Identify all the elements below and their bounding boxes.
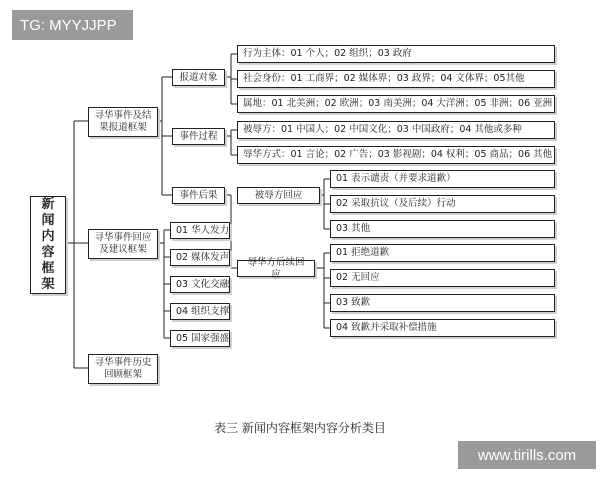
objects-item: 行为主体：01 个人；02 组织；03 政府 (237, 45, 555, 63)
victim-response-item: 02 采取抗议（及后续）行动 (330, 195, 555, 213)
node-offender-response: 辱华方后续回应 (237, 260, 315, 277)
suggestion-item: 05 国家强盛 (170, 330, 230, 347)
node-aftermath: 事件后果 (172, 187, 225, 204)
victim-response-item: 01 表示谴责（并要求道歉） (330, 170, 555, 188)
watermark-bottom: www.tirills.com (458, 441, 596, 469)
offender-response-item: 03 致歉 (330, 294, 555, 312)
watermark-top: TG: MYYJJPP (12, 10, 133, 40)
victim-response-item: 03 其他 (330, 220, 555, 238)
process-item: 辱华方式：01 言论；02 广告；03 影视剧；04 权利；05 商品；06 其他 (237, 146, 555, 164)
objects-item: 社会身份：01 工商界；02 媒体界；03 政界；04 文体界；05其他 (237, 70, 555, 88)
suggestion-item: 01 华人发力 (170, 222, 230, 239)
node-process: 事件过程 (172, 128, 225, 145)
node-report-frame: 寻华事件及结果报道框架 (88, 107, 158, 137)
node-victim-response: 被辱方回应 (237, 187, 320, 204)
node-objects: 报道对象 (172, 69, 225, 86)
offender-response-item: 02 无回应 (330, 269, 555, 287)
suggestion-item: 03 文化交融 (170, 276, 230, 293)
offender-response-item: 01 拒绝道歉 (330, 244, 555, 262)
node-suggest-frame: 寻华事件回应及建议框架 (88, 229, 158, 259)
suggestion-item: 02 媒体发声 (170, 249, 230, 266)
figure-caption: 表三 新闻内容框架内容分析类目 (214, 421, 386, 435)
root-node: 新闻内容框架 (30, 196, 66, 294)
node-history-frame: 寻华事件历史回顾框架 (88, 354, 158, 384)
process-item: 被辱方：01 中国人；02 中国文化；03 中国政府；04 其他或多种 (237, 121, 555, 139)
offender-response-item: 04 致歉并采取补偿措施 (330, 319, 555, 337)
suggestion-item: 04 组织支撑 (170, 303, 230, 320)
objects-item: 属地：01 北美洲；02 欧洲；03 南美洲；04 大洋洲；05 非洲；06 亚洲 (237, 95, 555, 113)
